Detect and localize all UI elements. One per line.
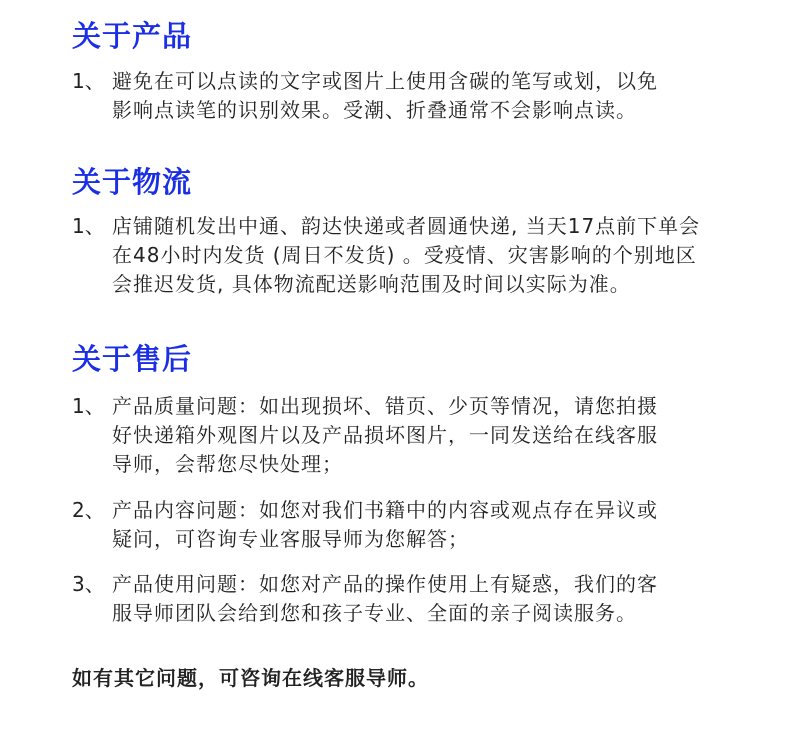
item-text — [112, 496, 732, 554]
item-text-line: 店铺随机发出中通、韵达快递或者圆通快递, 当天17点前下单会 — [112, 214, 701, 238]
section-heading-after-sales: 关于售后 — [72, 342, 193, 376]
section-heading-product: 关于产品 — [72, 19, 193, 53]
item-number: 1、 — [72, 394, 105, 418]
item-text-line: 产品质量问题：如出现损坏、错页、少页等情况，请您拍摄 — [112, 394, 658, 418]
item-text-line: 好快递箱外观图片以及产品损坏图片，一同发送给在线客服 — [112, 423, 658, 447]
item-text — [112, 212, 732, 299]
item-text — [112, 67, 732, 125]
item-text — [112, 570, 732, 628]
item-text-line: 疑问，可咨询专业客服导师为您解答； — [112, 527, 469, 551]
item-text-line: 服导师团队会给到您和孩子专业、全面的亲子阅读服务。 — [112, 601, 637, 625]
item-number: 1、 — [72, 214, 105, 238]
item-number: 1、 — [72, 69, 105, 93]
item-text-line: 产品内容问题：如您对我们书籍中的内容或观点存在异议或 — [112, 498, 658, 522]
item-text — [112, 392, 732, 479]
item-number: 3、 — [72, 572, 105, 596]
footer-note: 如有其它问题，可咨询在线客服导师。 — [72, 666, 429, 690]
item-number: 2、 — [72, 498, 105, 522]
item-text-line: 影响点读笔的识别效果。受潮、折叠通常不会影响点读。 — [112, 98, 637, 122]
section-heading-logistics: 关于物流 — [72, 165, 193, 199]
item-text-line: 在48小时内发货 (周日不发货) 。受疫情、灾害影响的个别地区 — [112, 243, 697, 267]
item-text-line: 会推迟发货, 具体物流配送影响范围及时间以实际为准。 — [112, 272, 631, 296]
item-text-line: 导师，会帮您尽快处理； — [112, 452, 343, 476]
item-text-line: 避免在可以点读的文字或图片上使用含碳的笔写或划，以免 — [112, 69, 658, 93]
item-text-line: 产品使用问题：如您对产品的操作使用上有疑惑，我们的客 — [112, 572, 658, 596]
